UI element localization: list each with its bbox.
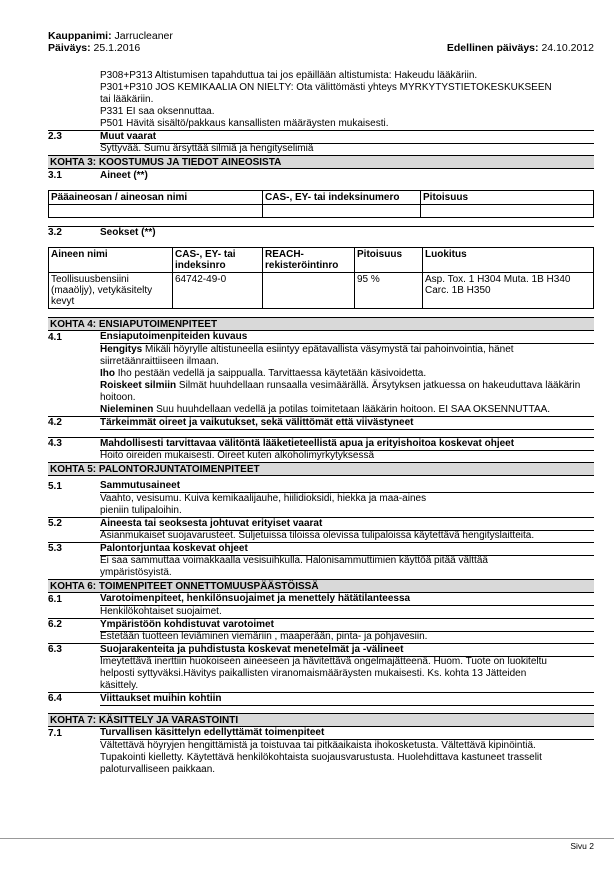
document-body [48,70,594,776]
section-number: 5.2 [48,518,62,529]
section-text: Vaahto, vesisumu. Kuiva kemikaalijauhe, hiilidioksidi, hiekka ja maa-aines [100,493,427,504]
table-header: Luokitus [423,248,594,273]
section-6-3 [48,643,594,656]
kohta-6-heading: KOHTA 6: TOIMENPITEET ONNETTOMUUSPÄÄSTÖISSÄ [48,579,594,593]
section-number: 6.4 [48,693,62,704]
substance-name: Teollisuusbensiini (maaöljy), vetykäsitelty kevyt [49,273,173,309]
section-6-1 [48,593,594,606]
section-number: 5.3 [48,543,62,554]
kohta-5-heading: KOHTA 5: PALONTORJUNTATOIMENPITEET [48,462,594,476]
kohta-7-heading: KOHTA 7: KÄSITTELY JA VARASTOINTI [48,713,594,727]
prev-date-value: 24.10.2012 [541,42,594,54]
mixtures-table [48,247,594,309]
table-header: Pääaineosan / aineosan nimi [49,191,263,205]
table-header: Aineen nimi [49,248,173,273]
table-header: CAS-, EY- tai indeksinumero [263,191,421,205]
section-3-2 [48,226,594,239]
section-text: paloturvalliseen paikkaan. [100,764,216,775]
section-number: 2.3 [48,131,62,142]
section-title: Varotoimenpiteet, henkilönsuojaimet ja menettely hätätilanteessa [100,593,594,606]
precaution-line: tai lääkäriin. [100,94,154,105]
kohta-4-heading: KOHTA 4: ENSIAPUTOIMENPITEET [48,317,594,331]
section-title: Ensiaputoimenpiteiden kuvaus [100,331,594,344]
section-text: Asianmukaiset suojavarusteet. Suljetuissa tiloissa olevissa tulipaloissa käytettävä hengityslaitteita. [100,530,535,541]
section-4-3 [48,437,594,450]
document-header [48,30,594,54]
section-text: ympäristösyistä. [100,567,172,578]
section-title: Tärkeimmät oireet ja vaikutukset, sekä välittömät että viivästyneet [100,417,594,430]
section-number: 7.1 [48,727,62,739]
eyes-label: Roiskeet silmiin [100,380,177,391]
section-6-4 [48,692,594,705]
section-text: Ei saa sammuttaa voimakkaalla vesisuihkulla. Halonisammuttimien käyttöä pitää välttää [100,555,488,566]
footer-divider [0,838,614,839]
section-text: käsittely. [100,680,139,691]
ingestion-text: Suu huuhdellaan vedellä ja potilas toimitetaan lääkärin hoitoon. EI SAA OKSENNUTTAA. [156,404,551,415]
section-number: 5.1 [48,480,62,492]
section-title: Turvallisen käsittelyn edellyttämät toimenpiteet [100,727,594,740]
precaution-line: P501 Hävitä sisältö/pakkaus kansallisten määräysten mukaisesti. [100,118,389,129]
date-value: 25.1.2016 [93,42,141,54]
inhalation-label: Hengitys [100,344,143,355]
section-text: Hoito oireiden mukaisesti. Oireet kuten alkoholimyrkytyksessä [100,450,374,461]
section-title: Muut vaarat [100,131,594,144]
substance-cas: 64742-49-0 [173,273,263,309]
section-title: Mahdollisesti tarvittavaa välitöntä lääketieteellistä apua ja erityishoitoa koskevat ohjeet [100,438,594,451]
section-text: Tupakointi kielletty. Käytettävä henkilökohtaista suojausvarustusta. Huolehdittava kastuneet trasselit [100,752,542,763]
precaution-statements [48,70,594,130]
section-5-1 [48,480,594,493]
product-label: Kauppanimi: [48,30,112,42]
section-4-1 [48,331,594,344]
table-cell [263,205,421,218]
section-number: 3.1 [48,169,62,181]
section-number: 4.3 [48,438,62,449]
table-header: Pitoisuus [355,248,423,273]
substances-table [48,190,594,218]
section-5-2 [48,517,594,530]
section-text: Imeytettävä inerttiin huokoiseen aineeseen ja hävitettävä ongelmajätteenä. Huom. Tuote on luokiteltu [100,656,547,667]
precaution-line: P301+P310 JOS KEMIKAALIA ON NIELTY: Ota välittömästi yhteys MYRKYTYSTIETOKESKUKSEEN [100,82,552,93]
section-number: 4.2 [48,417,62,428]
date-label: Päiväys: [48,42,91,54]
table-header: Pitoisuus [421,191,594,205]
section-number: 6.2 [48,619,62,630]
section-text: Henkilökohtaiset suojaimet. [100,606,222,617]
precaution-line: P331 EI saa oksennuttaa. [100,106,215,117]
skin-text: Iho pestään vedellä ja saippualla. Tarvittaessa käytetään käsivoidetta. [117,368,427,379]
section-title: Ympäristöön kohdistuvat varotoimet [100,619,594,632]
section-2-3 [48,130,594,143]
section-7-1 [48,727,594,740]
section-title: Seokset (**) [100,227,156,238]
section-title: Sammutusaineet [100,480,594,493]
table-header: REACH-rekisteröintinro [263,248,355,273]
substance-classification: Asp. Tox. 1 H304 Muta. 1B H340 Carc. 1B H350 [423,273,594,309]
ingestion-label: Nieleminen [100,404,154,415]
substance-concentration: 95 % [355,273,423,309]
section-text: Vältettävä höyryjen hengittämistä ja toistuvaa tai pitkäaikaista ihokosketusta. Vältettävä kipinöintiä. [100,740,536,751]
table-header: CAS-, EY- tai indeksinro [173,248,263,273]
section-number: 6.1 [48,593,62,605]
substance-reach [263,273,355,309]
section-5-3 [48,542,594,555]
section-title: Palontorjuntaa koskevat ohjeet [100,543,594,556]
section-text: Estetään tuotteen leviäminen viemäriin , maaperään, pinta- ja pohjavesiin. [100,631,428,642]
inhalation-text: Mikäli höyrylle altistuneella esiintyy epätavallista väsymystä tai pahoinvointia, hänet siirretäänraittiiseen ilmaan. [100,344,514,367]
eyes-text: Silmät huuhdellaan runsaalla vesimäärällä. Ärsytyksen jatkuessa on hakeuduttava lääkärin hoitoon. [100,380,581,403]
section-number: 3.2 [48,227,62,238]
section-text: helposti syttyväksi.Hävitys paikallisten viranomaismääräysten mukaisesti. Ks. kohta 13 Jätteiden [100,668,527,679]
kohta-3-heading: KOHTA 3: KOOSTUMUS JA TIEDOT AINEOSISTA [48,155,594,169]
section-text: Syttyvää. Sumu ärsyttää silmiä ja hengityselimiä [100,143,314,154]
section-title: Aineesta tai seoksesta johtuvat erityiset vaarat [100,518,594,531]
section-number: 4.1 [48,331,62,343]
table-cell [49,205,263,218]
product-value: Jarrucleaner [114,30,173,42]
first-aid-text [48,344,594,416]
page-number: Sivu 2 [570,841,594,851]
section-3-1 [48,169,594,182]
table-row [49,273,594,309]
section-4-2 [48,416,594,429]
section-6-2 [48,618,594,631]
prev-date-label: Edellinen päiväys: [446,42,539,54]
section-title: Viittaukset muihin kohtiin [100,693,594,706]
section-title: Suojarakenteita ja puhdistusta koskevat menetelmät ja -välineet [100,644,594,657]
table-cell [421,205,594,218]
section-title: Aineet (**) [100,169,148,181]
precaution-line: P308+P313 Altistumisen tapahduttua tai jos epäillään altistumista: Hakeudu lääkäriin. [100,70,478,81]
skin-label: Iho [100,368,115,379]
section-text: pieniin tulipaloihin. [100,505,182,516]
section-number: 6.3 [48,644,62,655]
